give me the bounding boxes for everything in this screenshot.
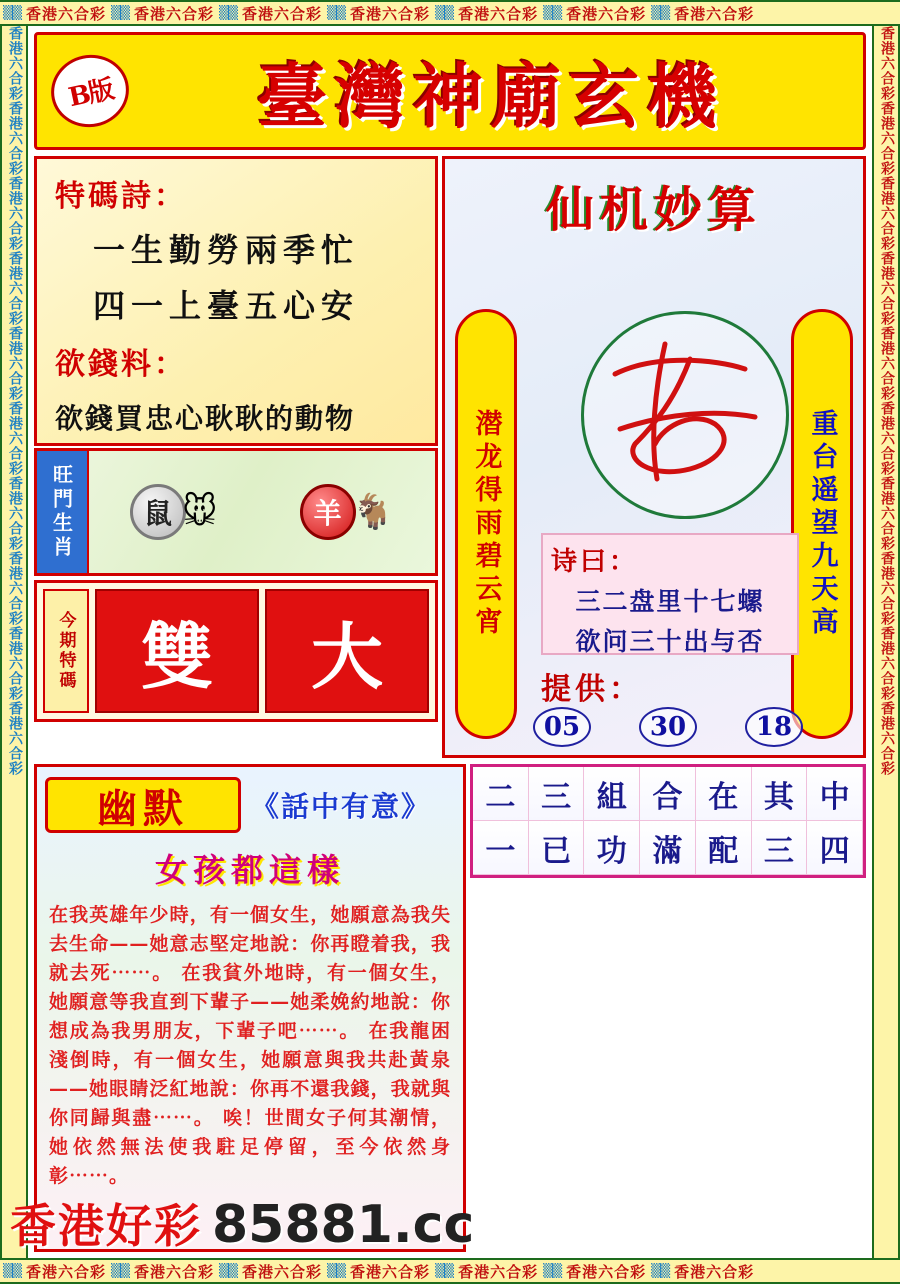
- marquee-text: 香港六合彩: [134, 4, 215, 23]
- xianji-title: 仙机妙算: [545, 182, 762, 238]
- grid-cell: 在: [696, 767, 752, 821]
- shiyue-line-2: 欲问三十出与否: [575, 627, 765, 656]
- marquee-dot: ▒▒: [3, 1263, 21, 1279]
- marquee-dot: ▒▒: [543, 5, 562, 21]
- xianji-panel: [442, 156, 866, 758]
- marquee-dot: ▒▒: [111, 1263, 130, 1279]
- number-ball-3: 18: [745, 707, 803, 747]
- shiyue-panel: [541, 533, 799, 655]
- marquee-text: 香港六合彩: [566, 1262, 647, 1281]
- grid-cell: 三: [752, 821, 808, 875]
- marquee-text: 香港六合彩: [134, 1262, 215, 1281]
- xianji-left-couplet: 潜龙得雨碧云宵: [455, 309, 517, 739]
- marquee-dot: ▒▒: [219, 5, 238, 21]
- zodiac-item-rat: [130, 484, 217, 540]
- grid-cell: 中: [807, 767, 863, 821]
- grid-cell: 三: [529, 767, 585, 821]
- marquee-text: 香港六合彩: [458, 1262, 539, 1281]
- watermark-brand: 香港好彩: [10, 1199, 202, 1253]
- title-banner: [34, 32, 866, 150]
- grid-cell: 合: [640, 767, 696, 821]
- money-hint-label: 欲錢料：: [55, 347, 187, 382]
- marquee-dot: ▒▒: [651, 1263, 670, 1279]
- page-title: 臺灣神廟玄機: [257, 54, 725, 138]
- marquee-text: 香港六合彩: [350, 4, 431, 23]
- xianji-right-couplet: 重台遥望九天高: [791, 309, 853, 739]
- rat-icon: 🐭: [182, 492, 218, 532]
- marquee-top: [0, 0, 900, 26]
- grid-cell: 組: [584, 767, 640, 821]
- marquee-text: 香港六合彩: [26, 4, 107, 23]
- zodiac-item-goat: [300, 484, 394, 540]
- grid-cell: 一: [473, 821, 529, 875]
- zodiac-tag-label: 旺門生肖: [37, 451, 89, 573]
- grid-cell: 已: [529, 821, 585, 875]
- humor-tag-label: 幽默: [45, 777, 241, 833]
- edition-badge: [44, 48, 135, 135]
- marquee-dot: ▒▒: [651, 5, 670, 21]
- grid-cell: 其: [752, 767, 808, 821]
- provided-numbers-label: 提供：: [541, 672, 643, 707]
- humor-story-title: 女孩都這樣: [154, 851, 345, 889]
- marquee-dot: ▒▒: [327, 1263, 346, 1279]
- poster-content: [30, 28, 870, 1256]
- number-ball-1: 05: [533, 707, 591, 747]
- humor-story-body: 在我英雄年少時，有一個女生，她願意為我失去生命——她意志堅定地說：你再瞪着我，我就去死⋯⋯。 在我貧外地時，有一個女生，她願意等我直到下輩子——她柔娩約地說：你想成為我男朋友，下輩子吧⋯⋯。 在我龍困淺倒時，有一個女生，她願意與我共赴黃泉——她眼睛泛紅地說：你再不還我錢，我就與你同歸與盡⋯⋯。 唉！世間女子何其潮情，她依然無法使我駐足停留，至今依然身彰⋯⋯。: [49, 904, 451, 1187]
- code-cell-2: 大: [265, 589, 429, 713]
- grid-cell: 滿: [640, 821, 696, 875]
- marquee-text: 香港六合彩: [242, 1262, 323, 1281]
- watermark: [10, 1190, 474, 1256]
- marquee-bottom: [0, 1258, 900, 1284]
- marquee-dot: ▒▒: [435, 1263, 454, 1279]
- marquee-text: 香港六合彩: [674, 1262, 755, 1281]
- number-ball-2: 30: [639, 707, 697, 747]
- marquee-left-text: 香港六合彩香港六合彩香港六合彩香港六合彩香港六合彩香港六合彩香港六合彩香港六合彩香港六合彩香港六合彩: [7, 26, 23, 776]
- grid-cell: 配: [696, 821, 752, 875]
- current-period-label: 今期特碼: [43, 589, 89, 713]
- poem-label: 特碼詩：: [55, 179, 187, 214]
- marquee-left: [0, 26, 28, 1258]
- marquee-text: 香港六合彩: [458, 4, 539, 23]
- marquee-text: 香港六合彩: [566, 4, 647, 23]
- provided-numbers: [533, 707, 803, 747]
- marquee-dot: ▒▒: [435, 5, 454, 21]
- grid-cell: 四: [807, 821, 863, 875]
- zodiac-row: [300, 484, 394, 540]
- marquee-dot: ▒▒: [111, 5, 130, 21]
- marquee-dot: ▒▒: [3, 5, 21, 21]
- money-hint-line: 欲錢買忠心耿耿的動物: [55, 402, 356, 435]
- watermark-url: 85881.cc: [212, 1195, 475, 1255]
- marquee-text: 香港六合彩: [242, 4, 323, 23]
- zodiac-panel: [34, 448, 438, 576]
- shiyue-line-1: 三二盘里十七螺: [575, 587, 765, 616]
- poem-line-1: 一生勤勞兩季忙: [93, 231, 360, 269]
- code-cell-1: 雙: [95, 589, 259, 713]
- marquee-dot: ▒▒: [219, 1263, 238, 1279]
- marquee-right: [872, 26, 900, 1258]
- phrase-grid: [470, 764, 866, 878]
- grid-cell: 二: [473, 767, 529, 821]
- humor-panel: [34, 764, 466, 1252]
- goat-icon: 🐐: [351, 492, 394, 532]
- zodiac-row: [130, 484, 217, 540]
- zodiac-items: [89, 451, 435, 573]
- zodiac-ball: 鼠: [130, 484, 186, 540]
- edition-badge-label: B版: [65, 74, 116, 113]
- marquee-text: 香港六合彩: [674, 4, 755, 23]
- humor-header: [45, 777, 463, 833]
- marquee-text: 香港六合彩: [350, 1262, 431, 1281]
- hand-drawn-scribble-icon: [595, 329, 775, 504]
- grid-cell: 功: [584, 821, 640, 875]
- poem-line-2: 四一上臺五心安: [93, 287, 360, 325]
- marquee-dot: ▒▒: [327, 5, 346, 21]
- marquee-text: 香港六合彩: [26, 1262, 107, 1281]
- humor-subtitle: 《話中有意》: [251, 790, 432, 823]
- marquee-right-text: 香港六合彩香港六合彩香港六合彩香港六合彩香港六合彩香港六合彩香港六合彩香港六合彩香港六合彩香港六合彩: [879, 26, 895, 776]
- marquee-dot: ▒▒: [543, 1263, 562, 1279]
- special-code-poem-panel: [34, 156, 438, 446]
- current-period-code-panel: [34, 580, 438, 722]
- shiyue-label: 诗曰：: [551, 547, 639, 577]
- zodiac-ball: 羊: [300, 484, 356, 540]
